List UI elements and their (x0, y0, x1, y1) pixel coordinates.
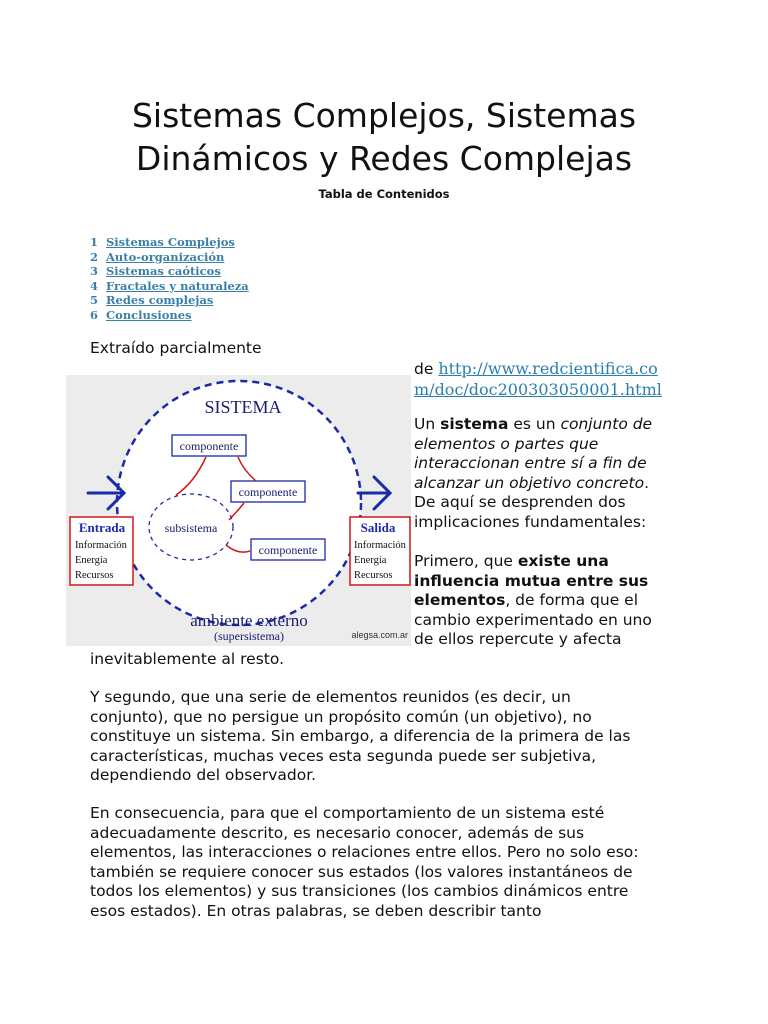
component-label-2: componente (238, 485, 298, 499)
paragraph-1 (414, 415, 652, 532)
p2-bold: influencia mutua entre sus (414, 571, 649, 590)
input-item-3: Recursos (75, 570, 114, 581)
component-label-3: componente (258, 543, 318, 557)
p1-text: implicaciones fundamentales: (414, 512, 647, 531)
paragraph-2-end: inevitablemente al resto. (90, 650, 284, 668)
paragraph-2-right (414, 552, 652, 650)
subsystem-label: subsistema (164, 521, 218, 535)
p4-line: esos estados). En otras palabras, se deben describir tanto (90, 901, 542, 920)
paragraph-4 (90, 804, 639, 921)
paragraph-3 (90, 688, 630, 786)
output-title: Salida (360, 520, 396, 535)
toc-item (90, 264, 249, 279)
p1-italic: alcanzar un objetivo concreto (414, 473, 645, 492)
page-title (0, 94, 768, 180)
toc-number: 1 (90, 235, 99, 249)
source-prefix: de (414, 360, 439, 378)
input-item-2: Energía (75, 555, 108, 566)
p2-text: de ellos repercute y afecta (414, 630, 622, 648)
toc-number: 2 (90, 249, 99, 264)
toc-item (90, 293, 249, 308)
p1-text: . (644, 473, 650, 492)
output-item-2: Energía (354, 555, 387, 566)
toc-item (90, 250, 249, 265)
source-line (414, 359, 662, 400)
toc-item (90, 279, 249, 294)
toc-item (90, 235, 249, 250)
p1-text: es un (508, 415, 561, 433)
toc-number: 5 (90, 293, 99, 308)
toc-link-conclusiones[interactable]: Conclusiones (106, 307, 192, 322)
toc-number: 3 (90, 264, 99, 279)
input-item-1: Información (75, 540, 127, 551)
source-link-part-2[interactable]: m/doc/doc200303050001.html (414, 379, 662, 399)
toc-number: 6 (90, 307, 99, 322)
system-boundary (117, 381, 361, 625)
toc-link-fractales[interactable]: Fractales y naturaleza (106, 278, 249, 293)
p4-line: En consecuencia, para que el comportamiento de un sistema esté (90, 804, 605, 822)
p3-line: Y segundo, que una serie de elementos reunidos (es decir, un (90, 688, 571, 706)
p2-text: cambio experimentado en uno (414, 610, 652, 629)
p4-line: también se requiere conocer sus estados (los valores instantáneos de (90, 862, 633, 881)
environment-label: ambiente externo (190, 611, 308, 630)
toc-link-sistemas-caoticos[interactable]: Sistemas caóticos (106, 264, 221, 279)
component-label-1: componente (179, 439, 239, 453)
input-title: Entrada (78, 520, 126, 535)
output-item-1: Información (354, 540, 406, 551)
table-of-contents (90, 235, 249, 323)
watermark: alegsa.com.ar (351, 630, 408, 640)
p1-text: De aquí se desprenden dos (414, 493, 626, 511)
p4-line: todos los elementos) y sus transiciones (los cambios dinámicos entre (90, 882, 629, 900)
p2-text: , de forma que el (505, 591, 639, 609)
p3-line: características, muchas veces esta segunda puede ser subjetiva, (90, 746, 597, 765)
p2-text: Primero, que (414, 552, 518, 570)
p1-italic: interaccionan entre sí a fin de (414, 454, 647, 472)
p1-text: Un (414, 415, 441, 433)
p1-italic: conjunto de (560, 415, 653, 433)
toc-link-sistemas-complejos[interactable]: Sistemas Complejos (106, 235, 235, 249)
supersystem-label: (supersistema) (214, 629, 284, 643)
system-label: SISTEMA (204, 397, 282, 417)
p1-italic: elementos o partes que (414, 434, 599, 453)
p3-line: conjunto), que no persigue un propósito común (un objetivo), no (90, 707, 592, 726)
toc-link-redes-complejas[interactable]: Redes complejas (106, 293, 214, 308)
p3-line: constituye un sistema. Sin embargo, a diferencia de la primera de las (90, 727, 631, 745)
toc-link-auto-organizacion[interactable]: Auto-organización (106, 249, 225, 264)
p4-line: elementos, las interacciones o relaciones entre ellos. Pero no solo eso: (90, 843, 639, 861)
source-link-part-1[interactable]: http://www.redcientifica.co (438, 359, 658, 378)
system-diagram (66, 375, 411, 646)
p1-bold-sistema: sistema (440, 415, 509, 433)
output-item-3: Recursos (354, 570, 393, 581)
title-line-1: Sistemas Complejos, Sistemas (131, 96, 637, 135)
p2-bold: elementos (414, 591, 506, 609)
title-line-2: Dinámicos y Redes Complejas (135, 139, 633, 178)
intro-text: Extraído parcialmente (90, 339, 262, 357)
p3-line: dependiendo del observador. (90, 766, 317, 784)
toc-heading: Tabla de Contenidos (318, 187, 450, 201)
toc-number: 4 (90, 278, 99, 293)
p2-bold: existe una (517, 552, 609, 570)
toc-item (90, 308, 249, 323)
p4-line: adecuadamente descrito, es necesario conocer, además de sus (90, 823, 585, 842)
